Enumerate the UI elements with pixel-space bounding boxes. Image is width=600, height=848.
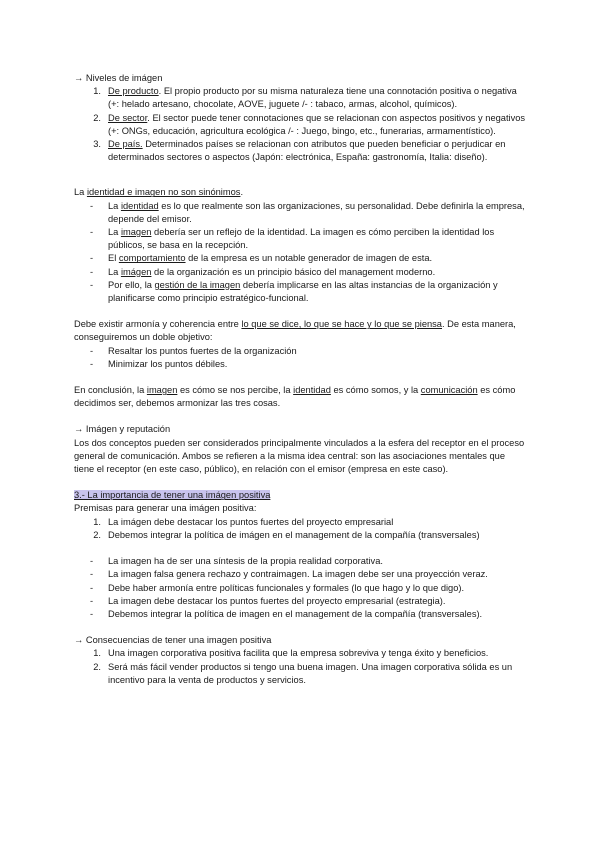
list-text: La imagen debe destacar los puntos fuertes del proyecto empresarial (estrategia).: [108, 595, 446, 606]
underlined-term: imágen: [120, 266, 152, 277]
consecuencias-list: [74, 647, 526, 687]
dash-bullet: -: [90, 595, 94, 606]
list-number: 1.: [93, 86, 101, 97]
list-number: 1.: [93, 516, 101, 527]
list-item: [74, 345, 526, 358]
text: de la empresa es un notable generador de imagen de esta.: [185, 253, 433, 264]
dash-bullet: -: [90, 345, 94, 356]
reputacion-paragraph: Los dos conceptos pueden ser considerados principalmente vinculados a la esfera del receptor en el proceso general de comunicación. Ambos se refieren a la misma idea central: son las asociaciones mentales que tiene el receptor (en este caso, público), en relación con el emisor (empresa en este caso).: [74, 437, 525, 475]
section-heading: [74, 489, 526, 502]
identidad-list: [74, 200, 526, 306]
underlined-term: comportamiento: [118, 253, 186, 264]
list-text: [108, 279, 526, 305]
text: Debe existir armonía y coherencia entre: [74, 319, 242, 330]
list-text: Una imagen corporativa positiva facilita que la empresa sobreviva y tenga éxito y beneficios.: [108, 648, 489, 659]
consecuencias-heading: → Consecuencias de tener una imagen positiva: [74, 635, 272, 646]
text: de la organización es un principio básico del management moderno.: [151, 266, 436, 277]
underlined-term: imagen: [146, 385, 178, 396]
text: La: [108, 266, 121, 277]
text: es lo que realmente son las organizaciones, su personalidad. Debe definirla la empresa, depende del emisor.: [108, 200, 525, 224]
list-text: [108, 138, 526, 164]
list-item: [74, 85, 526, 111]
list-item: [74, 582, 526, 595]
list-item: [74, 608, 526, 621]
intro-underlined: identidad e imagen no son sinónimos: [86, 187, 241, 198]
list-item: [74, 529, 526, 542]
text: es cómo se nos percibe, la: [177, 385, 294, 396]
intro-text: La: [74, 187, 87, 198]
premisas-bullets: [74, 555, 526, 621]
list-item: [74, 555, 526, 568]
list-item: [74, 358, 526, 371]
reputacion-heading: → Imágen y reputación: [74, 424, 171, 435]
list-text: [108, 226, 526, 252]
dash-bullet: -: [90, 569, 94, 580]
list-text: Debemos integrar la política de imágen en el management de la compañía (transversales): [108, 529, 480, 540]
niveles-list: [74, 85, 526, 164]
term: De país.: [108, 139, 143, 150]
text: es cómo decidimos ser, debemos armonizar las tres cosas.: [74, 385, 516, 409]
dash-bullet: -: [90, 556, 94, 567]
text: es cómo somos, y la: [330, 385, 421, 396]
list-item: [74, 595, 526, 608]
list-number: 2.: [93, 529, 101, 540]
armonia-list: [74, 345, 526, 371]
dash-bullet: -: [90, 227, 94, 238]
text: debería implicarse en las altas instancias de la organización y planificarse como principio estratégico-funcional.: [108, 279, 498, 304]
term: De sector: [108, 112, 148, 123]
list-text: [108, 85, 526, 111]
list-text: [108, 252, 526, 265]
list-text: Debe haber armonía entre políticas funcionales y formales (lo que hago y lo que digo).: [108, 582, 465, 593]
intro-end: .: [240, 187, 244, 198]
dash-bullet: -: [90, 608, 94, 619]
list-text: La imagen ha de ser una síntesis de la propia realidad corporativa.: [108, 556, 383, 567]
text: Por ello, la: [108, 279, 155, 290]
list-text: [108, 112, 526, 138]
premisas-subheading: Premisas para generar una imágen positiva:: [74, 503, 257, 514]
underlined-term: imagen: [120, 227, 152, 238]
dash-bullet: -: [90, 279, 94, 290]
highlighted-heading: 3.- La importancia de tener una imágen positiva: [74, 490, 271, 501]
list-text: Será más fácil vender productos si tengo una buena imagen. Una imagen corporativa sólida es un incentivo para la venta de productos y servicios.: [108, 661, 513, 685]
text: En conclusión, la: [74, 385, 147, 396]
term-description: Determinados países se relacionan con atributos que pueden beneficiar o perjudicar en determinados sectores o aspectos (Japón: electrónica, España: gastronomía, Italia: diseño).: [108, 139, 506, 163]
underlined-term: comunicación: [420, 385, 478, 396]
list-text: Debemos integrar la política de imagen en el management de la compañía (transversales).: [108, 608, 483, 619]
term-description: . El sector puede tener connotaciones que se relacionan con aspectos positivos y negativos (+: ONGs, educación, agricultura ecológica /- : Juego, bingo, etc., funerarias, armamentístico).: [108, 112, 526, 136]
term: De producto: [108, 86, 159, 97]
underlined-term: identidad: [120, 200, 159, 211]
text: . De esta manera, conseguiremos un doble objetivo:: [74, 319, 516, 343]
text: El: [108, 253, 119, 264]
list-text: Minimizar los puntos débiles.: [108, 358, 228, 369]
list-item: [74, 661, 526, 687]
list-item: [74, 226, 526, 252]
conclusion-paragraph: [74, 384, 526, 410]
list-number: 3.: [93, 139, 101, 150]
list-item: [74, 266, 526, 279]
list-item: [74, 279, 526, 305]
premisas-list: [74, 516, 526, 542]
list-text: La imagen falsa genera rechazo y contraimagen. La imagen debe ser una proyección veraz.: [108, 569, 488, 580]
text: La: [108, 227, 121, 238]
armonia-paragraph: [74, 318, 526, 344]
list-item: [74, 647, 526, 660]
dash-bullet: -: [90, 253, 94, 264]
underlined-phrase: lo que se dice, lo que se hace y lo que se piensa: [241, 319, 442, 330]
underlined-term: identidad: [293, 385, 331, 396]
list-item: [74, 200, 526, 226]
text: La: [108, 200, 121, 211]
identidad-intro: [74, 186, 526, 199]
list-text: [108, 266, 526, 279]
list-item: [74, 138, 526, 164]
dash-bullet: -: [90, 266, 94, 277]
list-number: 2.: [93, 661, 101, 672]
list-number: 2.: [93, 112, 101, 123]
list-number: 1.: [93, 648, 101, 659]
underlined-term: gestión de la imagen: [154, 279, 241, 290]
list-item: [74, 516, 526, 529]
niveles-heading: → Niveles de imágen: [74, 73, 163, 83]
text: debería ser un reflejo de la identidad. La imagen es cómo perciben la identidad los públicos, se basa en la recepción.: [108, 227, 495, 251]
list-text: [108, 200, 526, 226]
list-item: [74, 568, 526, 581]
dash-bullet: -: [90, 582, 94, 593]
document-content: [74, 72, 526, 687]
dash-bullet: -: [90, 200, 94, 211]
list-text: Resaltar los puntos fuertes de la organización: [108, 345, 297, 356]
list-item: [74, 112, 526, 138]
dash-bullet: -: [90, 358, 94, 369]
list-text: La imágen debe destacar los puntos fuertes del proyecto empresarial: [108, 516, 394, 527]
list-item: [74, 252, 526, 265]
term-description: . El propio producto por su misma naturaleza tiene una connotación positiva o negativa (+: helado artesano, chocolate, AOVE, juguete /- : tabaco, armas, alcohol, químicos).: [108, 86, 517, 110]
